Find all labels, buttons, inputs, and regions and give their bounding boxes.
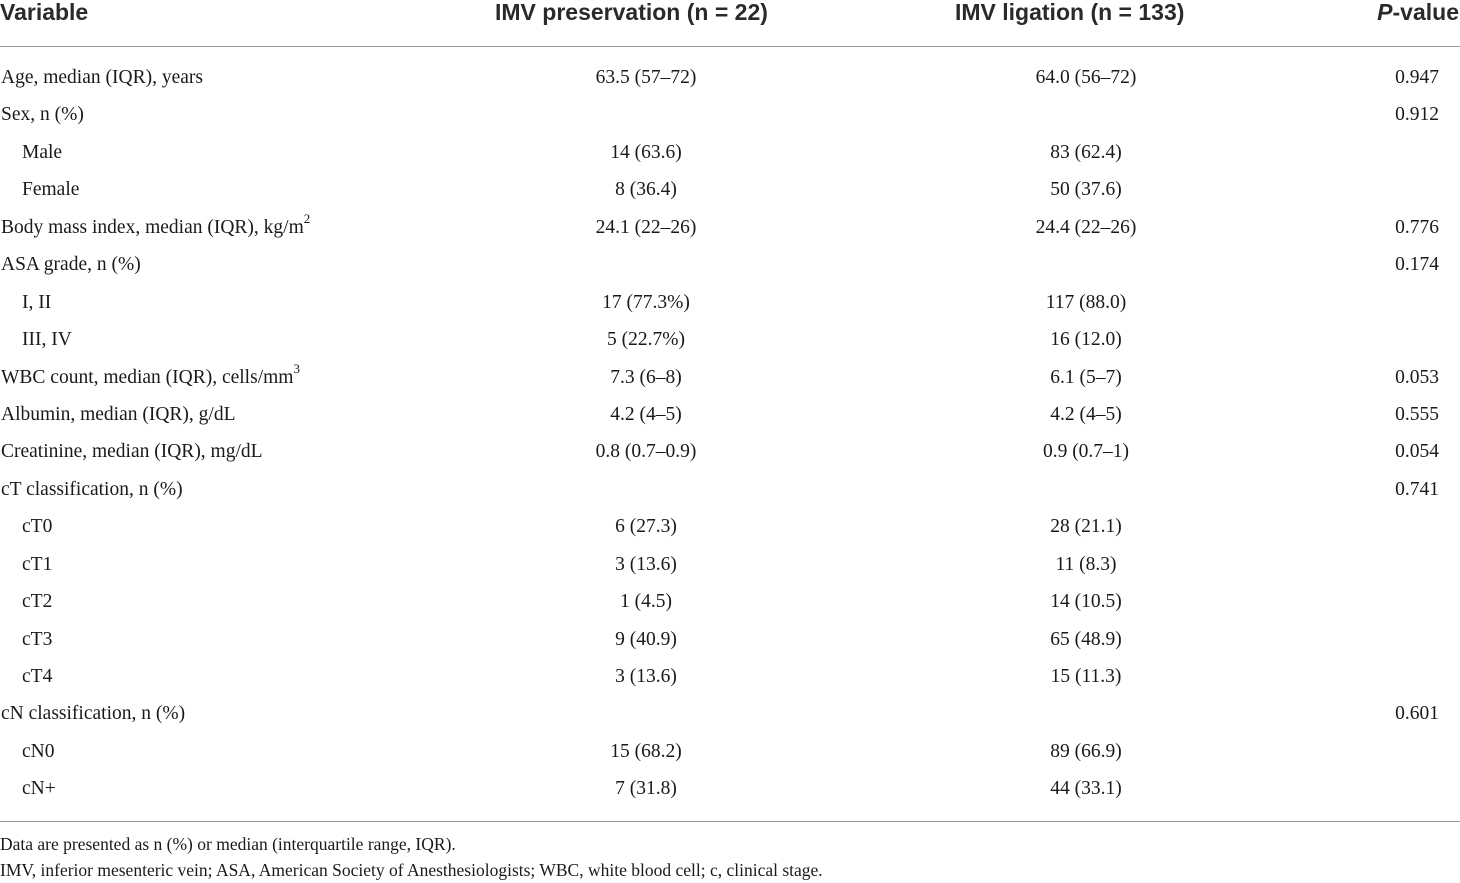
cell-imv-preservation: 4.2 (4–5) — [610, 403, 682, 425]
table-row — [0, 658, 1460, 695]
table-row — [0, 396, 1460, 433]
cell-variable — [22, 321, 72, 358]
table-row — [0, 59, 1460, 96]
cell-variable — [1, 246, 141, 283]
cell-imv-ligation: 50 (37.6) — [1050, 179, 1122, 201]
table-row — [0, 134, 1460, 171]
cell-variable — [1, 695, 185, 732]
header-p-value — [1377, 0, 1459, 28]
cell-variable — [22, 733, 55, 770]
variable-label: cT3 — [22, 628, 53, 650]
table-row — [0, 359, 1460, 396]
cell-p-value: 0.555 — [1395, 403, 1439, 425]
variable-label: WBC count, median (IQR), cells/mm — [1, 366, 294, 388]
cell-p-value: 0.054 — [1395, 441, 1439, 463]
unit-superscript: 3 — [293, 361, 300, 376]
cell-p-value: 0.601 — [1395, 703, 1439, 725]
table-row — [0, 546, 1460, 583]
variable-label: cN0 — [22, 740, 55, 762]
cell-variable — [1, 471, 183, 508]
table-footnotes — [0, 821, 1460, 883]
variable-label: Male — [22, 141, 63, 163]
footnote-abbreviations: IMV, inferior mesenteric vein; ASA, American Society of Anesthesiologists; WBC, white blood cell; c, clinical stage. — [0, 860, 823, 880]
cell-variable — [1, 209, 310, 246]
cell-p-value: 0.947 — [1395, 67, 1439, 88]
variable-label: Albumin, median (IQR), g/dL — [1, 403, 236, 425]
cell-imv-preservation: 15 (68.2) — [610, 740, 682, 762]
cell-variable — [22, 658, 52, 695]
cell-variable — [1, 433, 263, 470]
cell-imv-ligation: 24.4 (22–26) — [1035, 216, 1137, 238]
cell-variable — [22, 583, 52, 620]
table-row — [0, 96, 1460, 133]
table-row — [0, 770, 1460, 807]
variable-label: ASA grade, n (%) — [1, 254, 141, 276]
cell-imv-preservation: 0.8 (0.7–0.9) — [595, 441, 697, 463]
cell-variable — [22, 134, 62, 171]
table-row — [0, 433, 1460, 470]
variable-label: cT4 — [22, 666, 53, 687]
cell-imv-preservation: 8 (36.4) — [615, 179, 677, 201]
cell-imv-preservation: 63.5 (57–72) — [595, 67, 697, 88]
cell-imv-preservation: 1 (4.5) — [620, 591, 672, 613]
table-row — [0, 209, 1460, 246]
cell-p-value: 0.053 — [1395, 366, 1439, 388]
variable-label: cT classification, n (%) — [1, 478, 183, 500]
table-header — [0, 0, 1460, 47]
cell-imv-ligation: 4.2 (4–5) — [1050, 403, 1122, 425]
variable-label: cT2 — [22, 591, 53, 613]
cell-imv-preservation: 3 (13.6) — [615, 553, 677, 575]
table-row — [0, 246, 1460, 283]
table-row — [0, 621, 1460, 658]
variable-label: III, IV — [22, 329, 72, 351]
cell-variable — [22, 770, 56, 807]
cell-imv-ligation: 28 (21.1) — [1050, 516, 1122, 538]
cell-imv-preservation: 24.1 (22–26) — [595, 216, 697, 238]
cell-imv-ligation: 15 (11.3) — [1050, 666, 1122, 687]
header-p-italic: P — [1377, 0, 1393, 25]
cell-imv-ligation: 11 (8.3) — [1055, 553, 1117, 575]
variable-label: cN+ — [22, 778, 56, 800]
table-row — [0, 171, 1460, 208]
cell-imv-preservation: 9 (40.9) — [615, 628, 677, 650]
cell-imv-preservation: 14 (63.6) — [610, 141, 682, 163]
variable-label: Body mass index, median (IQR), kg/m — [1, 216, 304, 238]
cell-imv-preservation: 17 (77.3%) — [602, 291, 690, 313]
cell-variable — [22, 621, 52, 658]
cell-imv-ligation: 14 (10.5) — [1050, 591, 1122, 613]
header-p-suffix: -value — [1392, 0, 1459, 25]
table-row — [0, 583, 1460, 620]
cell-imv-ligation: 89 (66.9) — [1050, 740, 1122, 762]
cell-imv-ligation: 44 (33.1) — [1050, 778, 1122, 800]
variable-label: Female — [22, 179, 80, 201]
header-imv-preservation: IMV preservation (n = 22) — [495, 0, 768, 25]
variable-label: I, II — [22, 291, 52, 313]
cell-variable — [1, 96, 84, 133]
cell-variable — [22, 284, 51, 321]
cell-variable — [22, 171, 79, 208]
table-row — [0, 284, 1460, 321]
cell-imv-ligation: 6.1 (5–7) — [1050, 366, 1122, 388]
cell-variable — [1, 59, 203, 96]
table-row — [0, 733, 1460, 770]
cell-imv-preservation: 6 (27.3) — [615, 516, 677, 538]
table-row — [0, 695, 1460, 732]
cell-imv-ligation: 16 (12.0) — [1050, 329, 1122, 351]
variable-label: Creatinine, median (IQR), mg/dL — [1, 441, 263, 463]
cell-imv-ligation: 117 (88.0) — [1045, 291, 1127, 313]
cell-variable — [22, 546, 52, 583]
unit-superscript: 2 — [303, 211, 311, 227]
table-body — [0, 59, 1460, 808]
cell-imv-ligation: 65 (48.9) — [1050, 628, 1122, 650]
header-imv-ligation: IMV ligation (n = 133) — [955, 0, 1185, 25]
cell-imv-preservation: 7 (31.8) — [615, 778, 677, 800]
cell-p-value: 0.776 — [1395, 216, 1439, 238]
cell-imv-ligation: 64.0 (56–72) — [1035, 67, 1137, 88]
cell-imv-ligation: 0.9 (0.7–1) — [1042, 441, 1130, 463]
header-variable: Variable — [0, 0, 89, 25]
cell-imv-preservation: 3 (13.6) — [615, 666, 677, 687]
table-row — [0, 471, 1460, 508]
cell-p-value: 0.174 — [1395, 254, 1439, 276]
variable-label: Sex, n (%) — [1, 104, 84, 126]
variable-label: cT0 — [22, 516, 53, 538]
cell-p-value: 0.741 — [1395, 478, 1439, 500]
cell-p-value: 0.912 — [1395, 104, 1439, 126]
cell-imv-preservation: 7.3 (6–8) — [610, 366, 682, 388]
cell-variable — [22, 508, 52, 545]
variable-label: cT1 — [22, 553, 53, 575]
cell-imv-preservation: 5 (22.7%) — [607, 329, 685, 351]
table-row — [0, 321, 1460, 358]
variable-label: Age, median (IQR), years — [1, 67, 203, 88]
cell-imv-ligation: 83 (62.4) — [1050, 141, 1122, 163]
footnote-data-presentation: Data are presented as n (%) or median (interquartile range, IQR). — [0, 834, 456, 854]
table-row — [0, 508, 1460, 545]
cell-variable — [1, 396, 236, 433]
variable-label: cN classification, n (%) — [1, 703, 186, 725]
cell-variable — [1, 359, 300, 396]
